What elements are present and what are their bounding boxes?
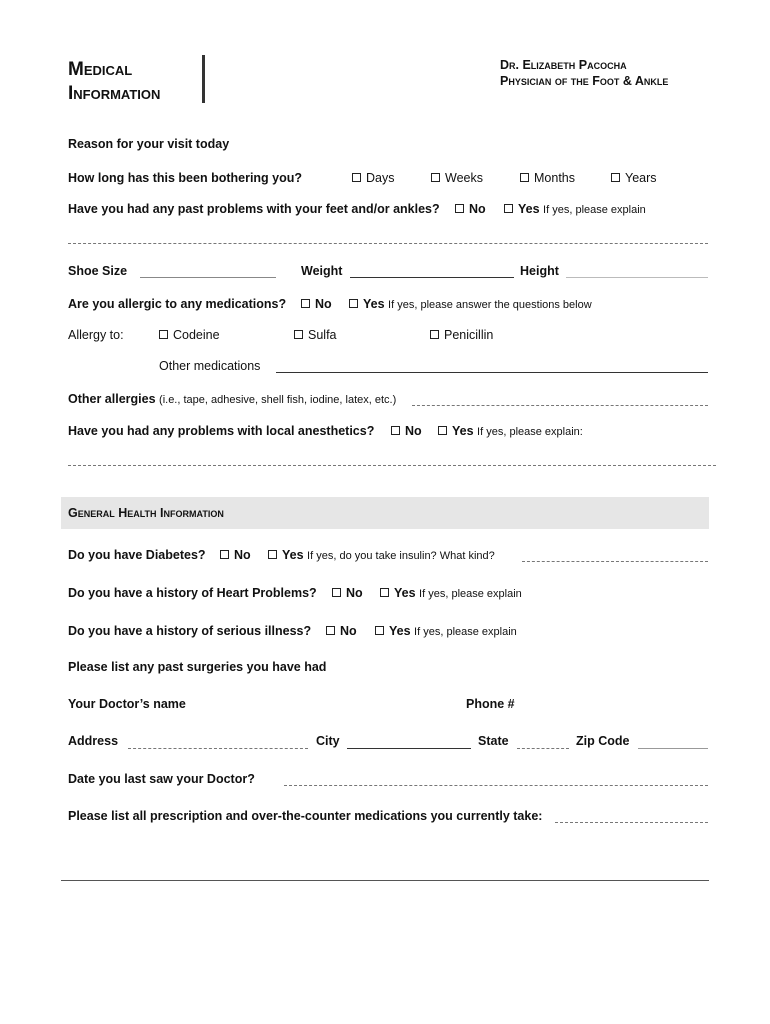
shoe-size-label: Shoe Size [68, 264, 128, 278]
phone-label: Phone # [466, 697, 515, 711]
past-problems-explain: If yes, please explain [543, 204, 646, 216]
anesthetics-no-checkbox[interactable] [391, 426, 400, 435]
months-checkbox[interactable] [520, 173, 529, 182]
medications-label: Please list all prescription and over-the-counter medications you currently take: [68, 809, 543, 823]
diabetes-note: If yes, do you take insulin? What kind? [307, 550, 495, 562]
surgeries-label: Please list any past surgeries you have had [68, 660, 327, 674]
doctor-name-label: Your Doctor’s name [68, 697, 186, 711]
illness-yes-checkbox[interactable] [375, 626, 384, 635]
past-problems-yes-checkbox[interactable] [504, 204, 513, 213]
general-health-title: General Health Information [68, 506, 224, 520]
diabetes-no-label: No [234, 548, 251, 562]
diabetes-question: Do you have Diabetes? [68, 548, 206, 562]
other-allergies-field[interactable] [412, 405, 708, 406]
height-field[interactable] [566, 277, 708, 278]
anesthetics-no[interactable] [391, 424, 422, 438]
heart-note: If yes, please explain [419, 588, 522, 600]
page-title [68, 58, 160, 106]
allergy-yes-checkbox[interactable] [349, 299, 358, 308]
illness-no-label: No [340, 624, 357, 638]
city-field[interactable] [347, 748, 471, 749]
shoe-size-field[interactable] [140, 277, 276, 278]
illness-yes-label: Yes [389, 624, 411, 638]
heart-yes[interactable] [380, 586, 522, 600]
state-field[interactable] [517, 748, 569, 749]
city-label: City [316, 734, 340, 748]
allergy-no[interactable] [301, 297, 332, 311]
past-problems-question: Have you had any past problems with your feet and/or ankles? [68, 202, 440, 216]
address-label: Address [68, 734, 119, 748]
illness-note: If yes, please explain [414, 626, 517, 638]
years-checkbox[interactable] [611, 173, 620, 182]
penicillin-label: Penicillin [444, 328, 494, 342]
doctor-title: Physician of the Foot & Ankle [500, 74, 669, 88]
years-option[interactable] [611, 171, 657, 185]
other-medications-label: Other medications [159, 359, 261, 373]
other-allergies-label: Other allergies [68, 392, 156, 406]
diabetes-field[interactable] [522, 561, 708, 562]
anesthetics-explain-field[interactable] [68, 465, 716, 466]
anesthetics-yes-checkbox[interactable] [438, 426, 447, 435]
past-problems-explain-field[interactable] [68, 243, 708, 244]
zip-field[interactable] [638, 748, 708, 749]
medications-field[interactable] [555, 822, 708, 823]
allergy-yes[interactable] [349, 297, 592, 311]
weeks-option[interactable] [431, 171, 483, 185]
other-allergies-note: (i.e., tape, adhesive, shell fish, iodine, latex, etc.) [159, 394, 397, 406]
diabetes-no[interactable] [220, 548, 251, 562]
header-divider [202, 55, 205, 103]
days-checkbox[interactable] [352, 173, 361, 182]
anesthetics-yes-label: Yes [452, 424, 474, 438]
last-saw-field[interactable] [284, 785, 708, 786]
heart-no-checkbox[interactable] [332, 588, 341, 597]
other-allergies [68, 392, 396, 406]
reason-label: Reason for your visit today [68, 137, 230, 151]
allergy-to-label: Allergy to: [68, 328, 124, 342]
illness-no-checkbox[interactable] [326, 626, 335, 635]
penicillin-checkbox[interactable] [430, 330, 439, 339]
allergy-no-label: No [315, 297, 332, 311]
months-label: Months [534, 171, 575, 185]
height-label: Height [520, 264, 559, 278]
diabetes-yes[interactable] [268, 548, 495, 562]
heart-yes-label: Yes [394, 586, 416, 600]
illness-question: Do you have a history of serious illness? [68, 624, 312, 638]
weight-field[interactable] [350, 277, 514, 278]
past-problems-yes-label: Yes [518, 202, 540, 216]
address-field[interactable] [128, 748, 308, 749]
bottom-divider [61, 880, 709, 881]
reason-field[interactable] [240, 152, 708, 153]
heart-question: Do you have a history of Heart Problems? [68, 586, 317, 600]
allergy-question: Are you allergic to any medications? [68, 297, 287, 311]
diabetes-no-checkbox[interactable] [220, 550, 229, 559]
illness-no[interactable] [326, 624, 357, 638]
diabetes-yes-label: Yes [282, 548, 304, 562]
years-label: Years [625, 171, 657, 185]
past-problems-no-checkbox[interactable] [455, 204, 464, 213]
codeine-option[interactable] [159, 328, 220, 342]
weight-label: Weight [301, 264, 343, 278]
anesthetics-note: If yes, please explain: [477, 426, 583, 438]
heart-no[interactable] [332, 586, 363, 600]
heart-no-label: No [346, 586, 363, 600]
heart-yes-checkbox[interactable] [380, 588, 389, 597]
doctor-header [500, 57, 668, 89]
state-label: State [478, 734, 509, 748]
past-problems-yes[interactable] [504, 202, 646, 216]
past-problems-no[interactable] [455, 202, 486, 216]
months-option[interactable] [520, 171, 575, 185]
past-problems-no-label: No [469, 202, 486, 216]
other-medications-field[interactable] [276, 372, 708, 373]
weeks-checkbox[interactable] [431, 173, 440, 182]
allergy-no-checkbox[interactable] [301, 299, 310, 308]
general-health-section-header [61, 497, 709, 529]
anesthetics-question: Have you had any problems with local anesthetics? [68, 424, 375, 438]
anesthetics-yes[interactable] [438, 424, 583, 438]
weeks-label: Weeks [445, 171, 483, 185]
last-saw-label: Date you last saw your Doctor? [68, 772, 255, 786]
duration-question: How long has this been bothering you? [68, 171, 303, 185]
days-option[interactable] [352, 171, 394, 185]
anesthetics-no-label: No [405, 424, 422, 438]
codeine-checkbox[interactable] [159, 330, 168, 339]
sulfa-checkbox[interactable] [294, 330, 303, 339]
diabetes-yes-checkbox[interactable] [268, 550, 277, 559]
zip-label: Zip Code [576, 734, 630, 748]
doctor-name: Dr. Elizabeth Pacocha [500, 58, 627, 72]
sulfa-option[interactable] [294, 328, 337, 342]
days-label: Days [366, 171, 395, 185]
codeine-label: Codeine [173, 328, 220, 342]
allergy-yes-label: Yes [363, 297, 385, 311]
penicillin-option[interactable] [430, 328, 493, 342]
page-title-line1: Medical [68, 59, 133, 80]
page-title-line2: Information [68, 83, 161, 104]
sulfa-label: Sulfa [308, 328, 337, 342]
allergy-note: If yes, please answer the questions below [388, 299, 592, 311]
illness-yes[interactable] [375, 624, 517, 638]
